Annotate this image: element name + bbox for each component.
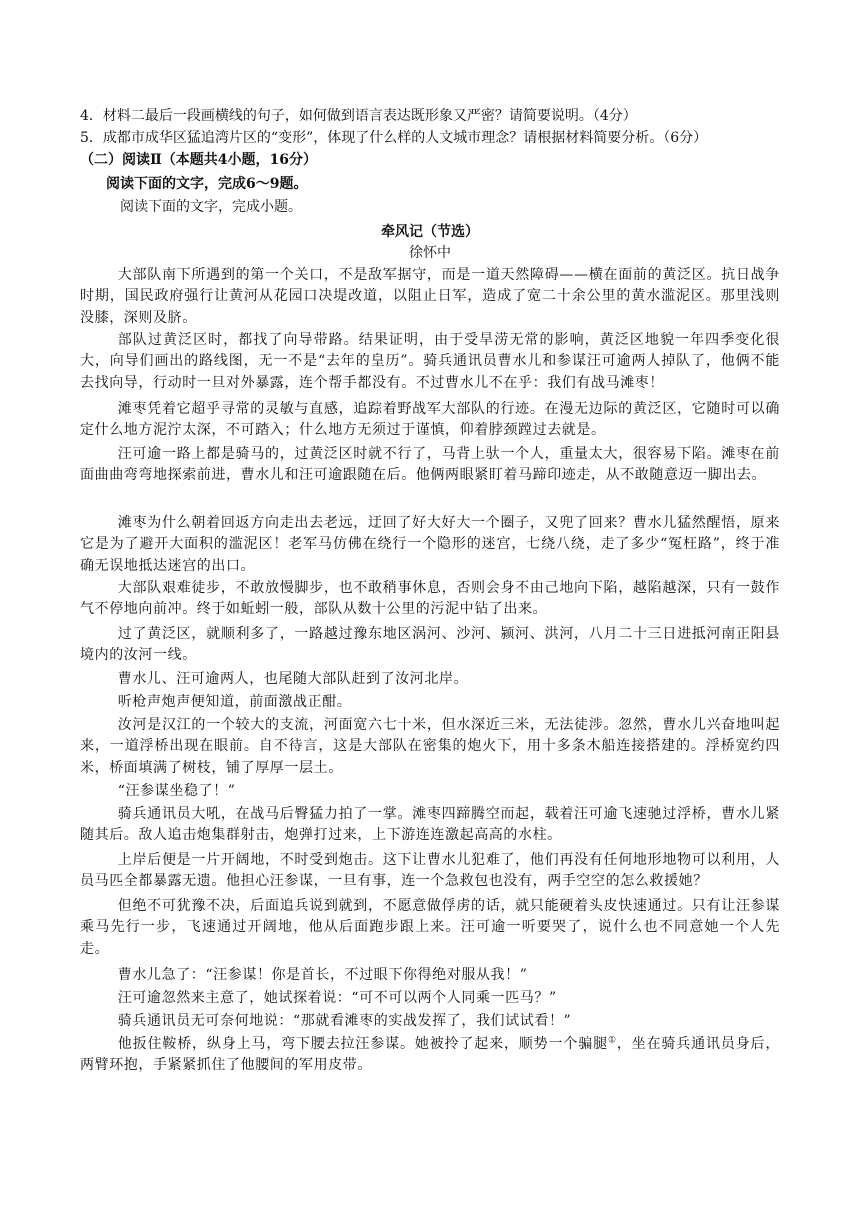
- paragraph-12: 骑兵通讯员大吼，在战马后臀猛力拍了一掌。滩枣四蹄腾空而起，载着汪可逾飞速驰过浮桥，曹水儿紧随其后。敌人追击炮集群射击，炮弹打过来，上下游连连激起高高的水柱。: [80, 806, 780, 844]
- section-instruction: 阅读下面的文字，完成6～9题。: [106, 176, 308, 192]
- paragraph-6: 大部队艰难徒步，不敢放慢脚步，也不敢稍事休息，否则会身不由己地向下陷，越陷越深，只有一鼓作气不停地向前冲。终于如蚯蚓一般，部队从数十公里的污泥中钻了出来。: [80, 580, 780, 618]
- paragraph-18-text-b: ，坐在骑兵通讯员身后，两臂环抱，手紧紧抓住了他腰间的军用皮带。: [80, 1036, 780, 1074]
- paragraph-2: 部队过黄泛区时，都找了向导带路。结果证明，由于受旱涝无常的影响，黄泛区地貌一年四季变化很大，向导们画出的路线图，无一不是“去年的皇历”。骑兵通讯员曹水儿和参谋汪可逾两人掉队了，他俩不能去找向导，行动时一旦对外暴露，连个帮手都没有。不过曹水儿不在乎：我们有战马滩枣！: [80, 332, 780, 391]
- paragraph-11: “汪参谋坐稳了！”: [117, 783, 236, 799]
- paragraph-10: 汝河是汉江的一个较大的支流，河面宽六七十米，但水深近三米，无法徒涉。忽然，曹水儿兴奋地叫起来，一道浮桥出现在眼前。自不待言，这是大部队在密集的炮火下，用十多条木船连接搭建的。浮桥宽约四米，桥面填满了树枝，铺了厚厚一层土。: [80, 717, 780, 776]
- paragraph-17: 骑兵通讯员无可奈何地说：“那就看滩枣的实战发挥了，我们试试看！”: [117, 1013, 572, 1029]
- paragraph-3: 滩枣凭着它超乎寻常的灵敏与直感，追踪着野战军大部队的行迹。在漫无边际的黄泛区，它随时可以确定什么地方泥泞太深，不可踏入；什么地方无须过于谨慎，仰着脖颈蹚过去就是。: [80, 401, 780, 439]
- paragraph-5: 滩枣为什么朝着回返方向走出去老远，迂回了好大好大一个圈子，又兜了回来？曹水儿猛然醒悟，原来它是为了避开大面积的滥泥区！老军马仿佛在绕行一个隐形的迷宫，七绕八绕，走了多少“冤枉路”，终于准确无误地抵达迷宫的出口。: [80, 515, 780, 574]
- section-heading: （二）阅读Ⅱ（本题共4小题，16分）: [80, 152, 318, 168]
- question-4: 4．材料二最后一段画横线的句子，如何做到语言表达既形象又严密？请简要说明。（4分）: [80, 108, 637, 124]
- paragraph-4: 汪可逾一路上都是骑马的，过黄泛区时就不行了，马背上驮一个人，重量太大，很容易下陷。滩枣在前面曲曲弯弯地探索前进，曹水儿和汪可逾跟随在后。他俩两眼紧盯着马蹄印迹走，从不敢随意迈一脚出去。: [80, 446, 780, 484]
- paragraph-18-text-a: 他扳住鞍桥，纵身上马，弯下腰去拉汪参谋。她被拎了起来，顺势一个骗腿: [117, 1036, 608, 1052]
- paragraph-13: 上岸后便是一片开阔地，不时受到炮击。这下让曹水儿犯难了，他们再没有任何地形地物可以利用，人员马匹全都暴露无遗。他担心汪参谋，一旦有事，连一个急救包也没有，两手空空的怎么救援她？: [80, 852, 780, 890]
- article-title: 牵风记（节选）: [381, 224, 479, 240]
- section-instruction-2: 阅读下面的文字，完成小题。: [120, 199, 302, 215]
- paragraph-8: 曹水儿、汪可逾两人，也尾随大部队赶到了汝河北岸。: [117, 671, 469, 687]
- paragraph-9: 听枪声炮声便知道，前面激战正酣。: [117, 694, 352, 710]
- paragraph-15: 曹水儿急了：“汪参谋！你是首长，不过眼下你得绝对服从我！”: [117, 967, 528, 983]
- paragraph-16: 汪可逾忽然来主意了，她试探着说：“可不可以两个人同乘一匹马？”: [117, 990, 557, 1006]
- article-author: 徐怀中: [409, 245, 451, 261]
- paragraph-14: 但绝不可犹豫不决，后面追兵说到就到，不愿意做俘虏的话，就只能硬着头皮快速通过。只有让汪参谋乘马先行一步，飞速通过开阔地，他从后面跑步跟上来。汪可逾一听要哭了，说什么也不同意她一个人先走。: [80, 898, 780, 957]
- paragraph-7: 过了黄泛区，就顺利多了，一路越过豫东地区涡河、沙河、颍河、洪河，八月二十三日进抵河南正阳县境内的汝河一线。: [80, 626, 780, 664]
- question-5: 5．成都市成华区猛追湾片区的“变形”，体现了什么样的人文城市理念？请根据材料简要分析。（6分）: [80, 130, 708, 146]
- paragraph-18: [80, 1034, 780, 1077]
- footnote-marker: ①: [607, 1035, 617, 1046]
- paragraph-1: 大部队南下所遇到的第一个关口，不是敌军据守，而是一道天然障碍——横在面前的黄泛区。抗日战争时期，国民政府强行让黄河从花园口决堤改道，以阻止日军，造成了宽二十余公里的黄水滥泥区。那里浅则没膝，深则及脐。: [80, 267, 780, 326]
